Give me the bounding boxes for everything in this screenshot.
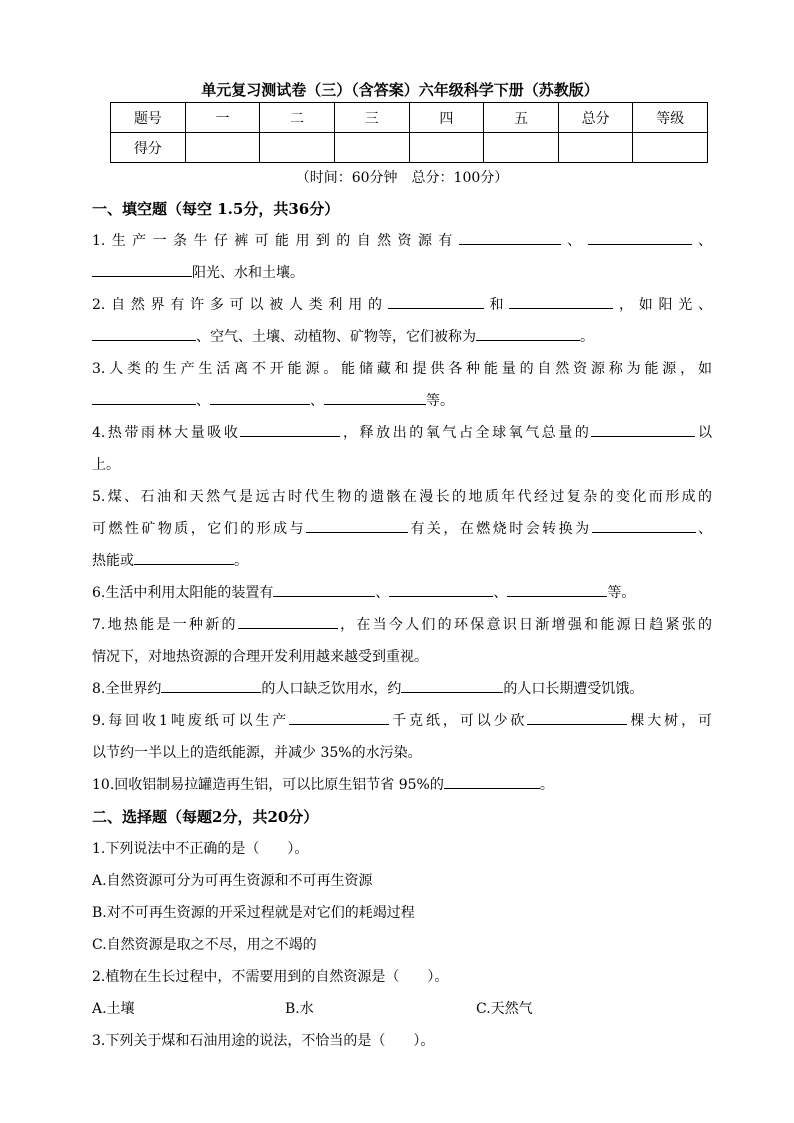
question-line: 3.下列关于煤和石油用途的说法，不恰当的是（ ）。 [92,1033,435,1049]
answer-blank[interactable] [210,388,310,405]
table-cell: 一 [185,103,260,133]
question-text: 阳光、水和土壤。 [192,265,304,281]
answer-blank[interactable] [161,676,261,693]
table-cell: 二 [260,103,335,133]
question-text: 3.人类的生产生活离不开能源。能储藏和提供各种能量的自然资源称为能源，如 [92,361,712,377]
answer-blank[interactable] [238,612,338,629]
question-line [92,481,712,513]
table-cell: 四 [409,103,484,133]
question-line [92,545,712,577]
page-title: 单元复习测试卷（三）（含答案）六年级科学下册（苏教版） [201,81,599,99]
question-line [92,641,712,673]
score-input-cell[interactable] [334,133,409,163]
option-line[interactable]: C.自然资源是取之不尽，用之不竭的 [92,937,317,953]
question-text: 的人口长期遭受饥饿。 [503,681,644,697]
score-input-cell[interactable] [558,133,633,163]
options-row [92,993,712,1025]
exam-page [92,78,712,1057]
question-text: 、 [196,393,210,409]
question-text: 等。 [607,585,636,601]
question-text: 7.地热能是一种新的 [92,617,238,633]
question-line [92,321,712,353]
question-text: 10.回收铝制易拉罐造再生铝，可以比原生铝节省 95%的 [92,777,444,793]
table-cell: 五 [484,103,559,133]
question-text: 有关，在燃烧时会转换为 [408,521,592,537]
time-info: （时间：60分钟 总分：100分） [295,170,509,186]
answer-blank[interactable] [273,580,375,597]
question-text: 、 [493,585,508,601]
question-text: 1.生产一条牛仔裤可能用到的自然资源有 [92,233,459,249]
score-table-score-row [111,133,708,163]
question-text: 千克纸，可以少砍 [389,713,528,729]
answer-blank[interactable] [388,292,484,309]
answer-blank[interactable] [507,580,607,597]
answer-blank[interactable] [92,260,192,277]
answer-blank[interactable] [476,324,580,341]
answer-blank[interactable] [92,388,196,405]
question-line: 2.植物在生长过程中，不需要用到的自然资源是（ ）。 [92,969,449,985]
answer-blank[interactable] [240,420,340,437]
question-line [92,417,712,449]
option-c[interactable]: C.天然气 [476,1001,533,1017]
answer-blank[interactable] [588,228,692,245]
question-line [92,705,712,737]
question-line [92,769,712,801]
option-b[interactable]: B.水 [285,1001,314,1017]
question-line [92,577,712,609]
question-text: 、 [695,521,713,537]
question-line [92,609,712,641]
question-line [92,289,712,321]
question-text: 2.自然界有许多可以被人类利用的 [92,297,388,313]
question-text: 的人口缺乏饮用水，约 [261,681,402,697]
question-text: 9.每回收1吨废纸可以生产 [92,713,290,729]
question-line [92,449,712,481]
answer-blank[interactable] [509,292,613,309]
question-text: 、 [310,393,324,409]
question-text: 等。 [426,393,454,409]
question-line: 1.下列说法中不正确的是（ ）。 [92,841,309,857]
answer-blank[interactable] [527,708,627,725]
score-input-cell[interactable] [633,133,708,163]
question-text: 8.全世界约 [92,681,162,697]
question-text: ，在当今人们的环保意识日渐增强和能源日趋紧张的 [337,617,713,633]
option-line[interactable]: A.自然资源可分为可再生资源和不可再生资源 [92,873,373,889]
question-text: 。 [580,329,594,345]
question-text: 6.生活中利用太阳能的装置有 [92,585,274,601]
score-input-cell[interactable] [409,133,484,163]
table-cell: 等级 [633,103,708,133]
table-cell: 总分 [558,103,633,133]
answer-blank[interactable] [324,388,426,405]
question-line [92,353,712,385]
answer-blank[interactable] [92,324,196,341]
question-line [92,257,712,289]
section-heading: 二、选择题（每题2分，共20分） [92,808,319,826]
section-heading: 一、填空题（每空 1.5分，共36分） [92,200,340,218]
question-line [92,673,712,705]
option-a[interactable]: A.土壤 [92,1001,135,1017]
question-line [92,737,712,769]
question-text: 、 [560,233,588,249]
question-line [92,225,712,257]
answer-blank[interactable] [459,228,561,245]
question-text: 、空气、土壤、动植物、矿物等，它们被称为 [196,329,476,345]
question-text: 以节约一半以上的造纸能源，并减少 35%的水污染。 [92,745,422,761]
question-text: 、 [691,233,713,249]
answer-blank[interactable] [389,580,493,597]
answer-blank[interactable] [289,708,389,725]
question-text: 热能或 [92,553,134,569]
question-text: ，如阳光、 [613,297,713,313]
question-text: 情况下，对地热资源的合理开发利用越来越受到重视。 [92,649,428,665]
answer-blank[interactable] [444,772,540,789]
question-text: 以 [695,425,713,441]
score-input-cell[interactable] [185,133,260,163]
question-text: 棵大树，可 [627,713,713,729]
table-cell: 三 [334,103,409,133]
question-text: 可燃性矿物质，它们的形成与 [92,521,306,537]
question-text: 。 [234,553,248,569]
table-cell: 题号 [111,103,186,133]
answer-blank[interactable] [306,516,408,533]
question-text: 上。 [92,457,120,473]
answer-blank[interactable] [592,516,696,533]
question-line [92,513,712,545]
answer-blank[interactable] [591,420,695,437]
question-text: 和 [483,297,510,313]
question-text: 5.煤、石油和天然气是远古时代生物的遗骸在漫长的地质年代经过复杂的变化而形成的 [92,489,712,505]
question-text: 。 [539,777,554,793]
score-table-header-row [111,103,708,133]
question-text: ，释放出的氧气占全球氧气总量的 [340,425,592,441]
question-text: 4.热带雨林大量吸收 [92,425,241,441]
answer-blank[interactable] [134,548,234,565]
option-line[interactable]: B.对不可再生资源的开采过程就是对它们的耗竭过程 [92,905,415,921]
answer-blank[interactable] [401,676,503,693]
score-input-cell[interactable] [484,133,559,163]
question-text: 、 [375,585,390,601]
score-table [110,102,708,163]
score-input-cell[interactable] [260,133,335,163]
question-line [92,385,712,417]
table-cell: 得分 [111,133,186,163]
